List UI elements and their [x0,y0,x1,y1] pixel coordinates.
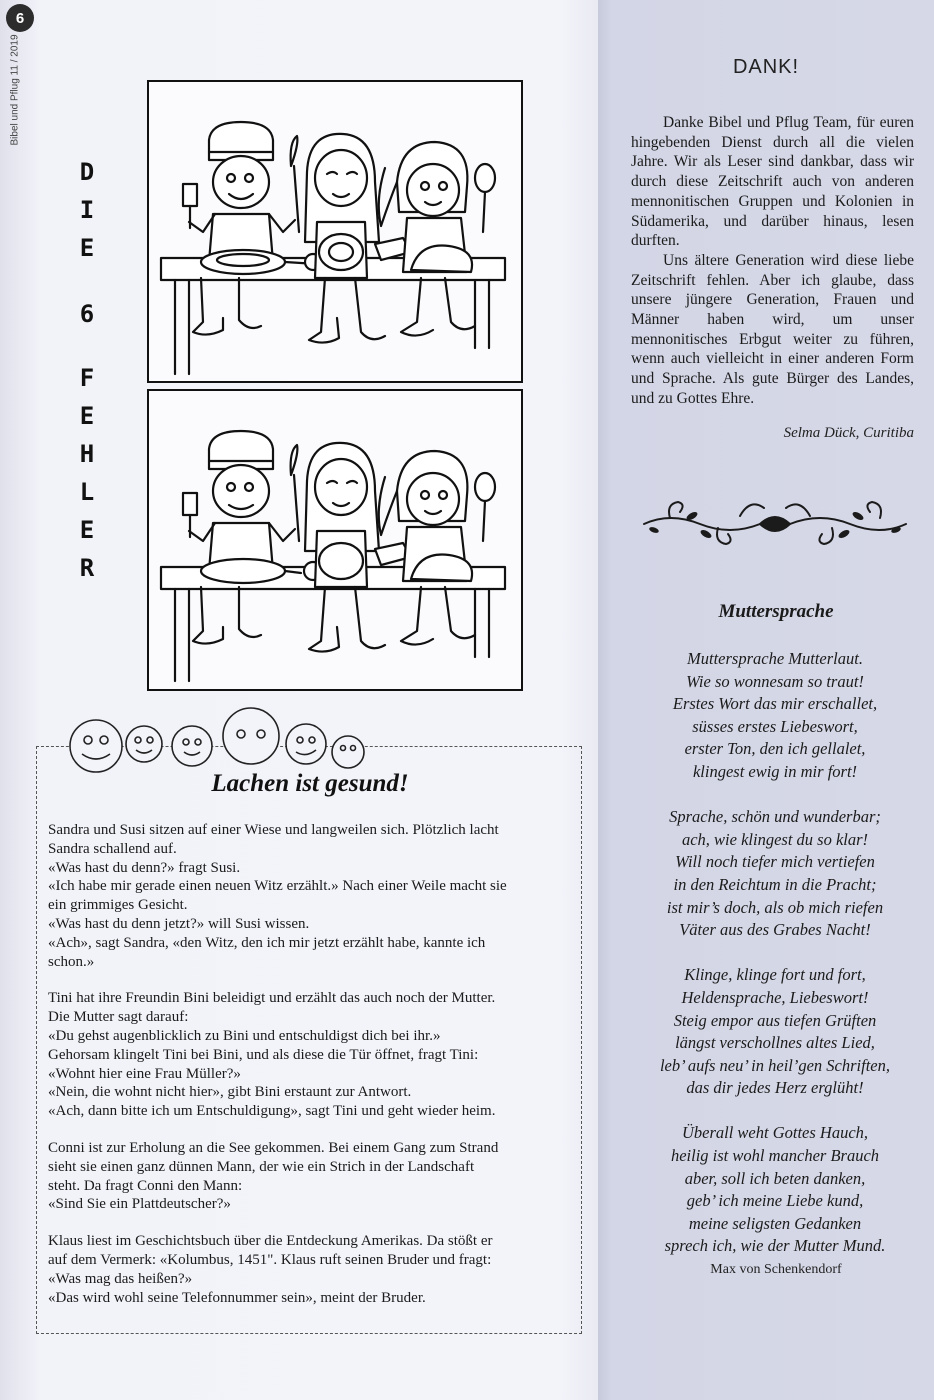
joke-line: Sandra und Susi sitzen auf einer Wiese und langweilen sich. Plötzlich lacht [48,822,499,838]
poem-stanza [630,1122,920,1258]
dank-paragraph: Danke Bibel und Pflug Team, für euren hingebenden Dienst durch all die vielen Jahre. Wir als Leser sind dankbar, dass wir durch diese Zeitschrift auch von anderen mennonitischen Gruppen und Kolonien in Südamerika, und darüber hinaus, lesen durften. [631,114,914,250]
puzzle-title-letter: I [79,196,95,224]
joke-line: «Was hast du denn jetzt?» will Susi wissen. [48,915,310,932]
joke-paragraph [48,821,568,971]
poem-line: Väter aus des Grabes Nacht! [679,920,871,940]
puzzle-title [72,153,102,587]
joke-section-title: Lachen ist gesund! [211,770,409,797]
poem-line: Sprache, schön und wunderbar; [669,807,881,827]
flourish-ornament [640,490,910,552]
puzzle-title-letter [72,333,102,359]
puzzle-title-letter: 6 [79,300,95,328]
poem-line: ach, wie klingest du so klar! [681,829,869,849]
joke-line: «Wohnt hier eine Frau Müller?» [48,1065,241,1082]
kids-cooking-illustration [149,391,521,689]
joke-line: «Nein, die wohnt nicht hier», gibt Bini erstaunt zur Antwort. [48,1084,412,1101]
poem-line: heilig ist wohl mancher Brauch [670,1146,880,1166]
poem-line: klingest ewig in mir fort! [692,761,858,781]
poem-stanza [630,806,920,942]
joke-line: auf dem Vermerk: «Kolumbus, 1451". Klaus ruft seinen Bruder und fragt: [48,1251,492,1268]
poem-title: Muttersprache [718,601,834,622]
joke-line: «Was mag das heißen?» [48,1270,193,1287]
poem-line: aber, soll ich beten danken, [684,1168,866,1188]
poem-line: ist mir’s doch, als ob mich riefen [666,897,884,917]
poem-line: längst verschollnes altes Lied, [675,1033,875,1053]
joke-line: Sandra schallend auf. [48,840,177,857]
puzzle-title-letter: L [79,478,95,506]
joke-line: Tini hat ihre Freundin Bini beleidigt und erzählt das auch noch der Mutter. [48,990,496,1007]
poem-line: süsses erstes Liebeswort, [692,716,858,736]
poem-line: Muttersprache Mutterlaut. [687,649,863,668]
joke-line: schon.» [48,953,95,970]
joke-line: Conni ist zur Erholung an die See gekommen. Bei einem Gang zum Strand [48,1139,499,1156]
puzzle-title-letter: D [79,158,95,186]
poem-line: meine seligsten Gedanken [688,1213,862,1233]
joke-paragraph [48,1139,568,1214]
joke-line: steht. Da fragt Conni den Mann: [48,1177,243,1194]
poem-line: Erstes Wort das mir erschallet, [672,694,878,714]
puzzle-title-letter: H [79,440,95,468]
puzzle-title-letter: E [79,402,95,430]
poem-line: Klinge, klinge fort und fort, [684,965,866,985]
joke-line: «Was hast du denn?» fragt Susi. [48,859,241,876]
joke-line: «Sind Sie ein Plattdeutscher?» [48,1196,231,1213]
puzzle-title-letter: R [79,554,95,582]
poem-line: Heldensprache, Liebeswort! [681,987,869,1007]
poem-line: Überall weht Gottes Hauch, [681,1123,869,1143]
puzzle-picture-bottom [147,389,523,691]
joke-paragraph [48,989,568,1121]
poem-line: in den Reichtum in die Pracht; [673,874,877,894]
joke-line: «Du gehst augenblicklich zu Bini und entschuldigst dich bei ihr.» [48,1027,441,1044]
joke-line: sieht sie einen ganz dünnen Mann, der wie ein Strich in der Landschaft [48,1158,475,1175]
poem-stanza [630,964,920,1100]
poem-stanza [630,648,920,784]
puzzle-picture-top [147,80,523,383]
poem-line: leb’ aufs neu’ in heil’gen Schriften, [659,1055,891,1075]
joke-line: «Ach», sagt Sandra, «den Witz, den ich mir jetzt erzählt habe, kannte ich [48,934,486,951]
joke-line: Klaus liest im Geschichtsbuch über die Entdeckung Amerikas. Da stößt er [48,1233,493,1250]
dank-letter [631,113,914,409]
poem-line: Steig empor aus tiefen Grüften [673,1010,877,1030]
jokes-body [48,821,568,1325]
puzzle-title-letter: E [79,234,95,262]
poem-line: Will noch tiefer mich vertiefen [675,852,875,872]
joke-line: «Ich habe mir gerade einen neuen Witz erzählt.» Nach einer Weile macht sie [48,878,507,895]
dank-title: DANK! [732,56,800,78]
dank-signature: Selma Dück, Curitiba [783,425,914,441]
poem-line: sprech ich, wie der Mutter Mund. [664,1236,886,1256]
poem-author: Max von Schenkendorf [710,1262,842,1277]
smiley-faces-decoration [66,706,376,776]
joke-line: Gehorsam klingelt Tini bei Bini, und als diese die Tür öffnet, fragt Tini: [48,1046,479,1063]
poem-body [630,648,920,1258]
spine-text: Bibel und Pflug 11 / 2019 [9,34,21,146]
poem-line: Wie so wonnesam so traut! [686,671,864,691]
joke-paragraph [48,1232,568,1307]
joke-line: «Ach, dann bitte ich um Entschuldigung», sagt Tini und geht wieder heim. [48,1103,496,1120]
dank-paragraph: Uns ältere Generation wird diese liebe Zeitschrift fehlen. Aber ich glaube, dass unsere jüngere Generation, Frauen und Männer haben wird, um unser mennonitisches Erbgut weiter zu führen, wenn auch vielleicht in einer anderen Form und Sprache. Als gute Bürger des Landes, und zu Gottes Ehre. [631,251,914,407]
joke-line: «Das wird wohl seine Telefonnummer sein», meint der Bruder. [48,1289,426,1306]
poem-line: erster Ton, den ich gellalet, [684,739,866,759]
poem-line: das dir jedes Herz erglüht! [686,1078,864,1098]
poem-line: geb’ ich meine Liebe kund, [686,1191,864,1211]
page-number-badge: 6 [6,4,34,32]
puzzle-title-letter: E [79,516,95,544]
puzzle-title-letter: F [79,364,95,392]
kids-cooking-illustration [149,82,521,381]
joke-line: Die Mutter sagt darauf: [48,1009,189,1026]
joke-line: ein grimmiges Gesicht. [48,897,188,914]
